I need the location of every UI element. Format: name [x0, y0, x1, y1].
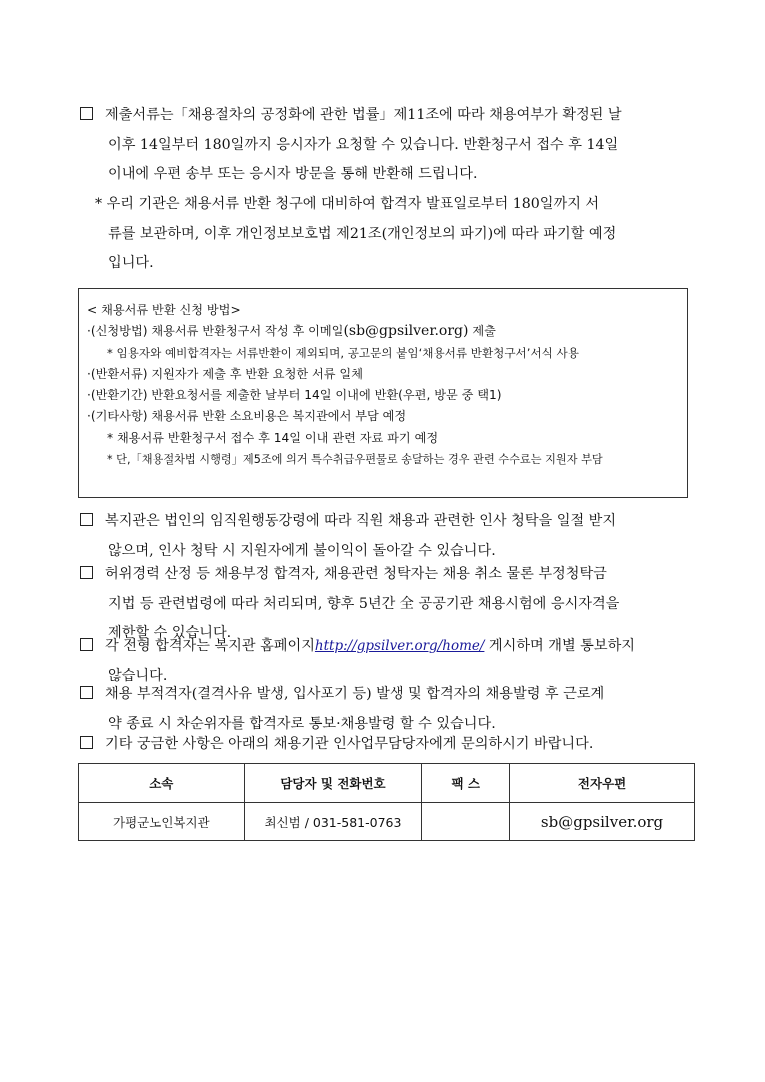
notice-title: < 채용서류 반환 신청 방법>	[87, 303, 241, 317]
return-method-box	[78, 288, 688, 498]
substitute-paragraph: 채용 부적격자(결격사유 발생, 입사포기 등) 발생 및 합격자의 채용발령 후 근로계 약 종료 시 차순위자를 합격자로 통보·채용발령 할 수 있습니다.	[80, 680, 700, 739]
checkbox-bullet-icon	[80, 513, 93, 526]
cell-fax	[422, 803, 510, 841]
checkbox-bullet-icon	[80, 686, 93, 699]
notice-item-other-sub2: * 단,「채용절차법 시행령」제5조에 의거 특수취급우편물로 송달하는 경우 관련 수수료는 지원자 부담	[107, 453, 603, 467]
cell-contact-person: 최신범 / 031-581-0763	[244, 803, 422, 841]
header-fax: 팩 스	[422, 764, 510, 803]
header-email: 전자우편	[510, 764, 695, 803]
notice-item-documents: ·(반환서류) 지원자가 제출 후 반환 요청한 서류 일체	[87, 366, 363, 381]
cell-department: 가평군노인복지관	[79, 803, 245, 841]
cell-email: sb@gpsilver.org	[510, 803, 695, 841]
table-row	[79, 803, 695, 841]
header-department: 소속	[79, 764, 245, 803]
inquiry-paragraph: 기타 궁금한 사항은 아래의 채용기관 인사업무담당자에게 문의하시기 바랍니다.	[80, 730, 700, 760]
notice-item-period: ·(반환기간) 반환요청서를 제출한 날부터 14일 이내에 반환(우편, 방문 중 택1)	[87, 388, 502, 403]
notice-item-apply-sub: * 임용자와 예비합격자는 서류반환이 제외되며, 공고문의 붙임‘채용서류 반환청구서’서식 사용	[107, 345, 579, 360]
contact-table	[78, 763, 695, 841]
notice-item-other: ·(기타사항) 채용서류 반환 소요비용은 복지관에서 부담 예정	[87, 409, 407, 424]
checkbox-bullet-icon	[80, 736, 93, 749]
announcement-paragraph: 각 전형 합격자는 복지관 홈페이지http://gpsilver.org/home/ 게시하며 개별 통보하지 않습니다.	[80, 632, 700, 691]
notice-email: (sb@gpsilver.org)	[343, 323, 469, 340]
solicitation-paragraph: 복지관은 법인의 임직원행동강령에 따라 직원 채용과 관련한 인사 청탁을 일절 받지 않으며, 인사 청탁 시 지원자에게 불이익이 돌아갈 수 있습니다.	[80, 507, 700, 566]
notice-item-other-sub1: * 채용서류 반환청구서 접수 후 14일 이내 관련 자료 파기 예정	[107, 430, 439, 445]
table-header-row	[79, 764, 695, 803]
fraud-paragraph: 허위경력 산정 등 채용부정 합격자, 채용관련 청탁자는 채용 취소 물론 부정청탁금 지법 등 관련법령에 따라 처리되며, 향후 5년간 全 공공기관 채용시험에 응시자격을 제한할 수 있습니다.	[80, 560, 700, 649]
homepage-link[interactable]: http://gpsilver.org/home/	[314, 638, 485, 654]
header-contact-person: 담당자 및 전화번호	[244, 764, 422, 803]
checkbox-bullet-icon	[80, 638, 93, 651]
retention-note: * 우리 기관은 채용서류 반환 청구에 대비하여 합격자 발표일로부터 180일까지 서 류를 보관하며, 이후 개인정보보호법 제21조(개인정보의 파기)에 따라 파기할 예정 입니다.	[95, 196, 617, 271]
notice-item-apply: ·(신청방법) 채용서류 반환청구서 작성 후 이메일(sb@gpsilver.org) 제출	[87, 323, 496, 340]
return-documents-paragraph: 제출서류는「채용절차의 공정화에 관한 법률」제11조에 따라 채용여부가 확정된 날 이후 14일부터 180일까지 응시자가 요청할 수 있습니다. 반환청구서 접수 후 14일 이내에 우편 송부 또는 응시자 방문을 통해 반환해 드립니다.	[80, 101, 700, 190]
checkbox-bullet-icon	[80, 566, 93, 579]
checkbox-bullet-icon	[80, 107, 93, 120]
